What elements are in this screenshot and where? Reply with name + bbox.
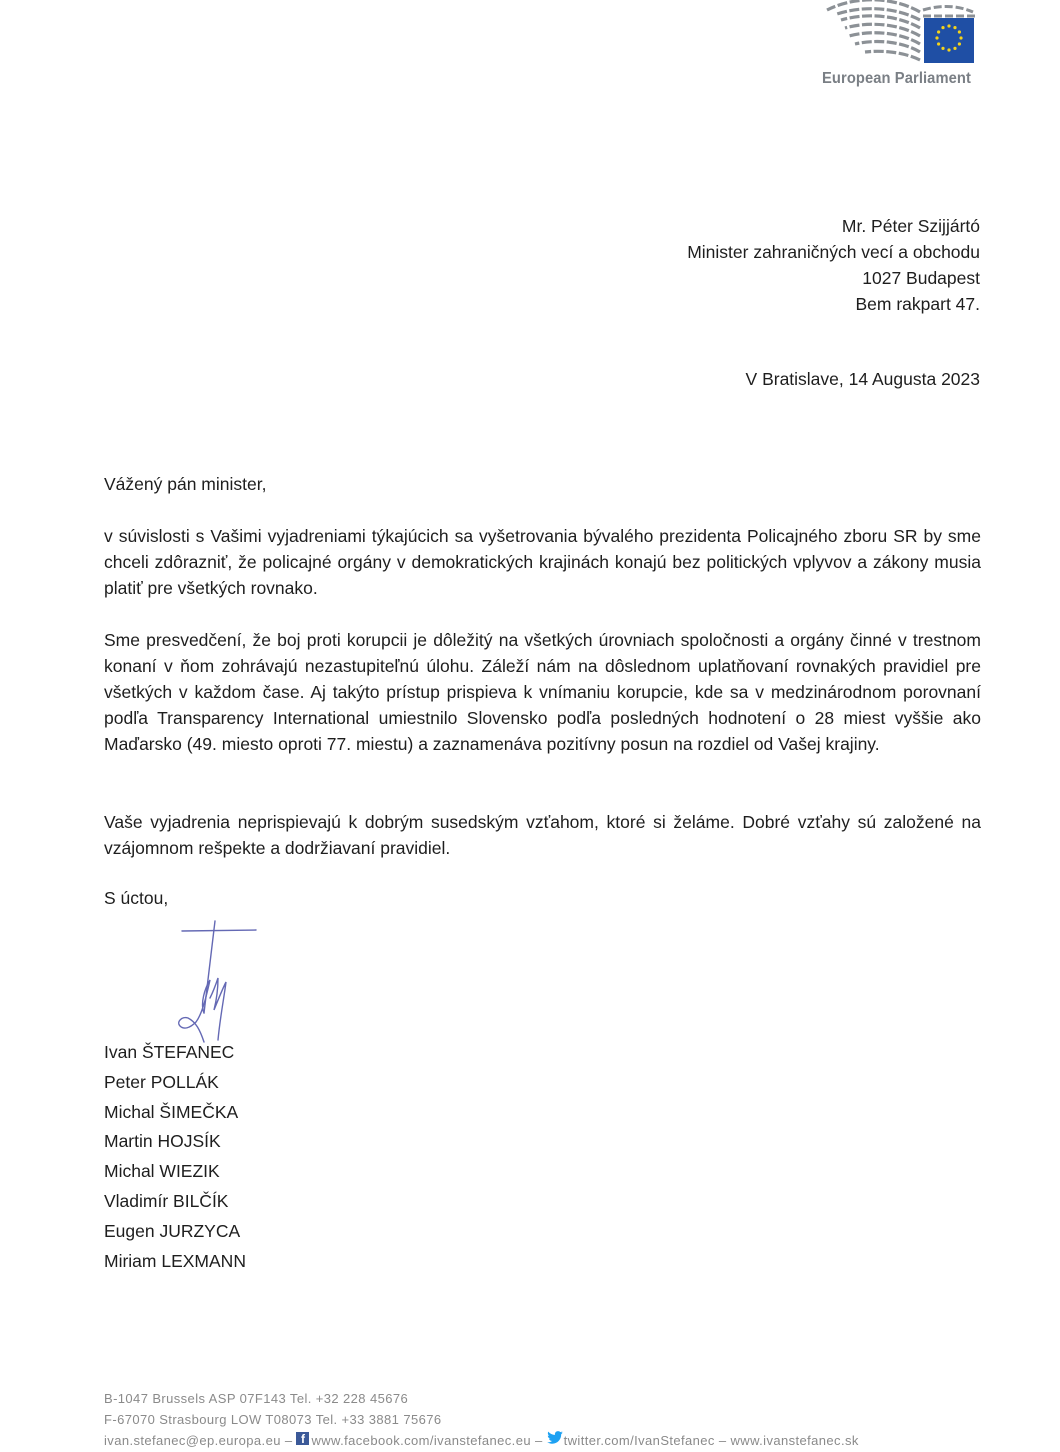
recipient-address: [687, 213, 980, 317]
signer-name: Vladimír BILČÍK: [104, 1190, 229, 1211]
recipient-street: Bem rakpart 47.: [855, 294, 980, 314]
recipient-name: Mr. Péter Szijjártó: [841, 216, 980, 236]
body-paragraph-3: Vaše vyjadrenia neprispievajú k dobrým susedským vzťahom, ktoré si želáme. Dobré vzťahy sú založené na vzájomnom rešpekte a dodržiavaní pravidiel.: [104, 812, 981, 858]
footer-contact: [104, 1389, 859, 1452]
facebook-link[interactable]: www.facebook.com/ivanstefanec.eu: [311, 1433, 531, 1448]
separator: –: [714, 1433, 731, 1448]
european-parliament-logo: [815, 0, 980, 92]
recipient-city: 1027 Budapest: [862, 268, 980, 288]
body-paragraph-2: Sme presvedčení, že boj proti korupcii je dôležitý na všetkých úrovniach spoločnosti a orgány činné v trestnom konaní v ňom zohrávajú nezastupiteľnú úlohu. Záleží nám na dôslednom uplatňovaní rovnakých pravidiel pre všetkých v každom čase. Aj takýto prístup prispieva k vnímaniu korupcie, kde sa v medzinárodnom porovnaní podľa Transparency International umiestnilo Slovensko podľa posledných hodnotení o 28 miest vyššie ako Maďarsko (49. miesto oproti 77. miestu) a zaznamenáva pozitívny posun na rozdiel od Vašej krajiny.: [104, 630, 981, 754]
separator: –: [280, 1433, 297, 1448]
body-paragraph-1: v súvislosti s Vašimi vyjadreniami týkajúcich sa vyšetrovania bývalého prezidenta Policajného zboru SR by sme chceli zdôrazniť, že policajné orgány v demokratických krajinách konajú bez politických vplyvov a zákony musia platiť pre všetkých rovnako.: [104, 526, 981, 598]
date-line: V Bratislave, 14 Augusta 2023: [745, 369, 980, 389]
salutation: Vážený pán minister,: [104, 474, 267, 494]
footer-links: [104, 1430, 859, 1452]
signer-name: Peter POLLÁK: [104, 1071, 219, 1092]
website-link[interactable]: www.ivanstefanec.sk: [730, 1433, 859, 1448]
eu-flag-icon: [924, 18, 974, 63]
logo-text: European Parliament: [822, 70, 971, 87]
handwritten-signature: [160, 918, 270, 1053]
separator: –: [530, 1433, 547, 1448]
twitter-icon: [547, 1430, 563, 1451]
facebook-icon: f: [296, 1432, 309, 1445]
closing: S úctou,: [104, 888, 169, 908]
footer-brussels-address: B-1047 Brussels ASP 07F143 Tel. +32 228 45676: [104, 1391, 409, 1406]
signer-name: Michal ŠIMEČKA: [104, 1101, 239, 1122]
twitter-link[interactable]: twitter.com/IvanStefanec: [563, 1433, 715, 1448]
email-link[interactable]: ivan.stefanec@ep.europa.eu: [104, 1433, 281, 1448]
signer-name: Eugen JURZYCA: [104, 1220, 241, 1241]
signer-name: Miriam LEXMANN: [104, 1250, 246, 1271]
footer-strasbourg-address: F-67070 Strasbourg LOW T08073 Tel. +33 3881 75676: [104, 1411, 442, 1427]
parliament-hemicycle-icon: [815, 0, 980, 70]
signer-name: Michal WIEZIK: [104, 1161, 220, 1182]
recipient-title: Minister zahraničných vecí a obchodu: [687, 242, 980, 262]
signer-name: Martin HOJSÍK: [104, 1131, 221, 1152]
signers-list: [104, 1038, 246, 1276]
signer-name: Ivan ŠTEFANEC: [104, 1042, 235, 1062]
